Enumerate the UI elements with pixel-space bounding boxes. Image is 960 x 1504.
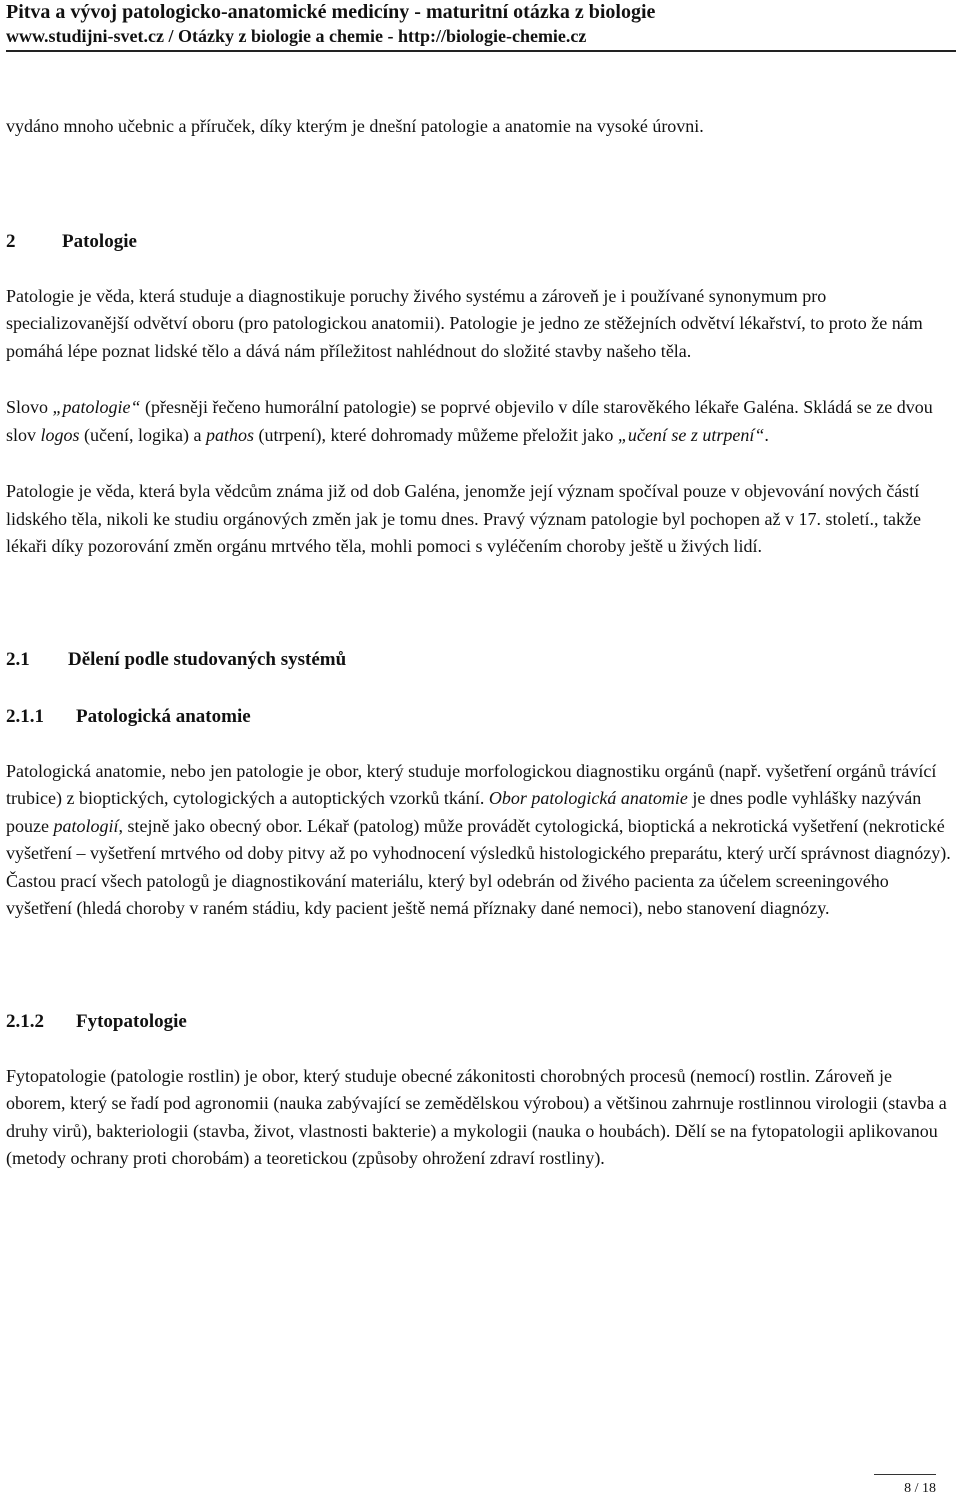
section-number: 2.1.2	[6, 1010, 44, 1032]
section-2-paragraph-1: Patologie je věda, která studuje a diagnostikuje poruchy živého systému a zároveň je i používané synonymum pro specializovanější odvětví oboru (pro patologickou anatomii). Patologie je jedno ze stěžejních odvětví lékařství, to proto že nám pomáhá lépe poznat lidské tělo a dává nám příležitost nahlédnout do složité stavby našeho těla.	[6, 285, 923, 361]
section-title: Patologická anatomie	[76, 705, 251, 727]
source-url: www.studijni-svet.cz / Otázky z biologie a chemie - http://biologie-chemie.cz	[6, 26, 587, 46]
section-2-paragraph-3: Patologie je věda, která byla vědcům známa již od dob Galéna, jenomže její význam spočíval pouze v objevování nových částí lidského těla, nikoli ke studiu orgánových změn jak je tomu dnes. Pravý význam patologie byl pochopen až v 17. století., takže lékaři díky pozorování změn orgánu mrtvého těla, mohli pomoci s vyléčením choroby ještě u živých lidí.	[6, 481, 921, 556]
text-run: (přesněji řečeno humorální patologie) se poprvé objevilo v díle starověkého lékaře Galéna. Skládá se ze dvou slov	[6, 397, 933, 445]
section-number: 2.1	[6, 648, 30, 670]
document-title: Pitva a vývoj patologicko-anatomické medicíny - maturitní otázka z biologie	[6, 1, 656, 23]
text-run: Slovo	[6, 397, 53, 417]
section-2-1-heading	[6, 648, 952, 672]
italic-term: pathos	[205, 424, 254, 445]
section-2-1-2-paragraph: Fytopatologie (patologie rostlin) je obor, který studuje obecné zákonitosti chorobných procesů (nemocí) rostlin. Zároveň je oborem, který se řadí pod agronomii (nauka zabývající se zemědělskou výrobou) a většinou zahrnuje rostlinnou virologii (stavba a druhy virů), bakteriologii (stavba, život, vlastnosti bakterie) a mykologii (nauka o houbách). Dělí se na fytopatologii aplikovanou (metody ochrany proti chorobám) a teoretickou (způsoby ohrožení zdraví rostliny).	[6, 1065, 947, 1168]
text-run: (učení, logika) a	[79, 424, 206, 445]
italic-term: „patologie“	[52, 397, 141, 417]
section-2-paragraph-2	[6, 394, 952, 449]
italic-term: patologií	[53, 815, 119, 836]
document-body	[6, 100, 952, 1173]
italic-term: Obor patologická anatomie	[488, 788, 688, 808]
text-run: Patologická anatomie, nebo jen patologie je obor, který studuje morfologickou diagnostiku orgánů (např. vyšetření orgánů trávící trubice) z bioptických, cytologických a autoptických vzorků tkání.	[6, 760, 937, 808]
section-2-heading	[6, 230, 952, 254]
section-title: Fytopatologie	[76, 1010, 187, 1032]
section-2-1-1-heading	[6, 705, 952, 729]
section-title: Patologie	[62, 230, 137, 252]
page-number: 8 / 18	[904, 1481, 936, 1496]
text-run: , stejně jako obecný obor. Lékař (patolog) může provádět cytologická, bioptická a nekrotická vyšetření (nekrotické vyšetření – vyšetření mrtvého od doby pitvy až po vyhodnocení výsledků histologického preparátu, který určí správnost diagnózy). Častou prací všech patologů je diagnostikování materiálu, který byl odebrán od živého pacienta za účelem screeningového vyšetření (hledá choroby v raném stádiu, kdy pacient ještě nemá příznaky dané nemoci), nebo stanovení diagnózy.	[6, 815, 951, 918]
section-number: 2.1.1	[6, 705, 44, 727]
italic-term: „učení se z utrpení“	[617, 424, 765, 445]
intro-paragraph: vydáno mnoho učebnic a příruček, díky kterým je dnešní patologie a anatomie na vysoké úrovni.	[6, 116, 704, 136]
text-run: .	[764, 424, 769, 445]
footer-divider	[874, 1474, 936, 1475]
text-run: je dnes podle vyhlášky nazýván pouze	[6, 788, 922, 836]
page-header	[6, 0, 954, 48]
section-2-1-2-heading	[6, 1010, 952, 1034]
section-number: 2	[6, 230, 16, 252]
header-divider	[6, 50, 956, 52]
section-2-1-1-paragraph	[6, 758, 952, 923]
text-run: (utrpení), které dohromady můžeme přeložit jako	[254, 424, 618, 445]
section-title: Dělení podle studovaných systémů	[68, 648, 347, 670]
italic-term: logos	[40, 424, 80, 445]
